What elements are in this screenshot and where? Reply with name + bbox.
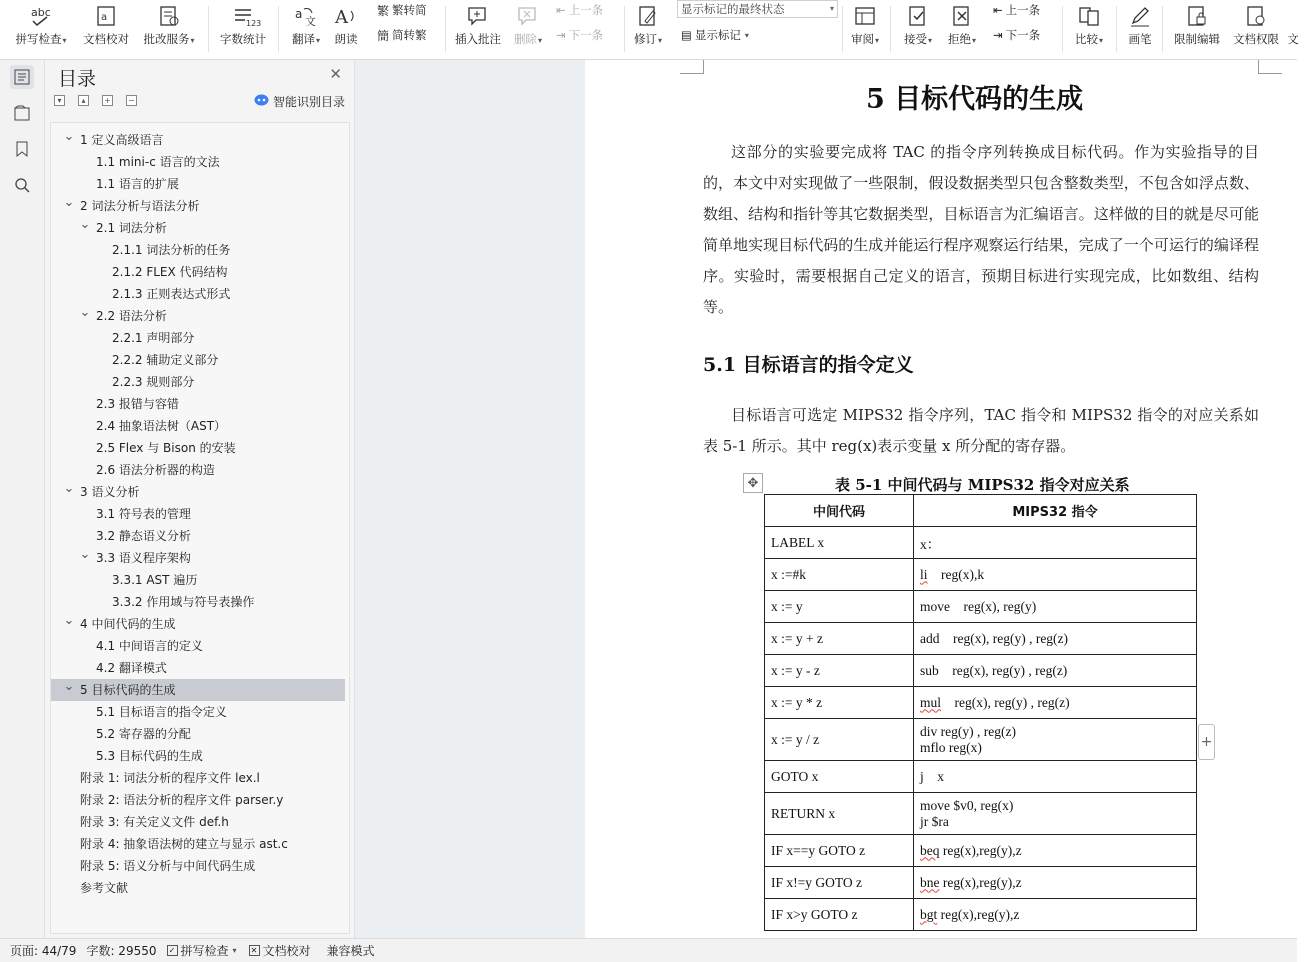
- mips-cell: div reg(y) , reg(z) mflo reg(x): [914, 719, 1197, 761]
- toc-item-label: 5 目标代码的生成: [80, 683, 176, 697]
- accept-icon: [906, 4, 930, 28]
- revision-service-button[interactable]: 批改服务▾: [139, 0, 199, 58]
- toc-item-label: 2.1 词法分析: [96, 221, 167, 235]
- table-row: [765, 793, 1197, 835]
- prev-icon: ⇤: [556, 3, 566, 17]
- mips-cell: move reg(x), reg(y): [914, 591, 1197, 623]
- doc-permission-button[interactable]: 文档权限: [1228, 0, 1284, 58]
- review-button[interactable]: 审阅▾: [846, 0, 884, 58]
- toc-item[interactable]: [51, 503, 345, 525]
- svg-text:A: A: [335, 7, 348, 28]
- toc-item-label: 附录 4: 抽象语法树的建立与显示 ast.c: [80, 837, 288, 851]
- table-header-row: [765, 495, 1197, 527]
- toc-item-label: 附录 2: 语法分析的程序文件 parser.y: [80, 793, 284, 807]
- status-spell-check[interactable]: ✓ 拼写检查 ▾: [167, 942, 237, 959]
- separator: [278, 6, 279, 52]
- toc-item-label: 2.2.3 规则部分: [112, 375, 195, 389]
- navigation-icon[interactable]: [10, 101, 34, 125]
- mips-cell: add reg(x), reg(y) , reg(z): [914, 623, 1197, 655]
- comment-icon: [466, 4, 490, 28]
- table-row: [765, 761, 1197, 793]
- next-change-button[interactable]: ⇥ 下一条: [993, 28, 1041, 42]
- toc-item[interactable]: [51, 547, 345, 569]
- svg-text:文: 文: [305, 15, 316, 28]
- section-heading: 5.1 目标语言的指令定义: [703, 354, 914, 376]
- translate-icon: [294, 4, 318, 28]
- toc-item-label: 3.1 符号表的管理: [96, 507, 191, 521]
- toc-item[interactable]: [51, 481, 345, 503]
- toc-item[interactable]: [51, 283, 345, 305]
- word-count-button[interactable]: 123 字数统计: [216, 0, 270, 58]
- separator: [208, 6, 209, 52]
- checkbox-icon: ✓: [167, 945, 178, 956]
- toc-item-label: 3.3.2 作用域与符号表操作: [112, 595, 255, 609]
- insert-comment-button[interactable]: 插入批注: [452, 0, 504, 58]
- next-icon: ⇥: [556, 28, 566, 42]
- mips-cell: bne reg(x),reg(y),z: [914, 867, 1197, 899]
- chevron-down-icon[interactable]: ⌄: [63, 613, 75, 628]
- search-icon[interactable]: [10, 173, 34, 197]
- body-paragraph: 目标语言可选定 MIPS32 指令序列，TAC 指令和 MIPS32 指令的对应关系如表 5-1 所示。其中 reg(x)表示变量 x 所分配的寄存器。: [703, 406, 1259, 455]
- tac-cell: IF x>y GOTO z: [765, 899, 914, 931]
- mips-cell: mul reg(x), reg(y) , reg(z): [914, 687, 1197, 719]
- toc-item-label: 2.2.1 声明部分: [112, 331, 195, 345]
- toc-item[interactable]: [51, 789, 345, 811]
- doc-proofread-button[interactable]: a 文档校对: [80, 0, 132, 58]
- toc-item-label: 2.2 语法分析: [96, 309, 167, 323]
- chevron-down-icon[interactable]: ⌄: [63, 481, 75, 496]
- chevron-down-icon[interactable]: ⌄: [63, 195, 75, 210]
- trad-simp-icon: 繁: [377, 3, 390, 18]
- compat-mode-label: 兼容模式: [326, 944, 375, 958]
- table-row: [765, 867, 1197, 899]
- toc-item[interactable]: [51, 393, 345, 415]
- toc-item[interactable]: [51, 195, 345, 217]
- ink-button[interactable]: 画笔: [1124, 0, 1156, 58]
- toc-item-label: 1 定义高级语言: [80, 133, 164, 147]
- toc-item[interactable]: [51, 701, 345, 723]
- toc-item-label: 4 中间代码的生成: [80, 617, 176, 631]
- toc-list: [50, 122, 350, 934]
- toc-item-label: 2.5 Flex 与 Bison 的安装: [96, 441, 236, 455]
- toc-item[interactable]: [51, 767, 345, 789]
- table-row: [765, 835, 1197, 867]
- word-count-indicator[interactable]: 字数: 29550: [86, 944, 157, 958]
- toc-item-label: 3.3.1 AST 遍历: [112, 573, 198, 587]
- toc-item[interactable]: [51, 811, 345, 833]
- toc-item-label: 3.2 静态语义分析: [96, 529, 191, 543]
- toc-item[interactable]: [51, 613, 345, 635]
- toc-item-label: 附录 3: 有关定义文件 def.h: [80, 815, 229, 829]
- toc-item[interactable]: [51, 657, 345, 679]
- toc-item[interactable]: [51, 723, 345, 745]
- side-icon-rail: [0, 60, 45, 938]
- toc-item-label: 4.2 翻译模式: [96, 661, 167, 675]
- collapse-all-icon[interactable]: ▴: [78, 95, 89, 106]
- reject-button[interactable]: 拒绝▾: [942, 0, 982, 58]
- toc-item-label: 5.2 寄存器的分配: [96, 727, 191, 741]
- toc-item[interactable]: [51, 239, 345, 261]
- mips-mapping-table: [764, 494, 1197, 931]
- toc-item-label: 2.3 报错与容错: [96, 397, 179, 411]
- toc-item[interactable]: [51, 591, 345, 613]
- column-header: 中间代码: [765, 495, 914, 527]
- toc-item[interactable]: [51, 679, 345, 701]
- tac-cell: x := y + z: [765, 623, 914, 655]
- close-icon[interactable]: ✕: [329, 65, 342, 83]
- toc-item-label: 2 词法分析与语法分析: [80, 199, 200, 213]
- table-row: [765, 623, 1197, 655]
- lock-document-icon: [1185, 4, 1209, 28]
- mips-cell: x：: [914, 527, 1197, 559]
- toc-item[interactable]: [51, 217, 345, 239]
- prev-change-icon: ⇤: [993, 3, 1003, 17]
- crop-mark: [680, 60, 704, 74]
- toc-item[interactable]: [51, 833, 345, 855]
- toc-panel-icon[interactable]: [10, 65, 34, 89]
- chevron-down-icon[interactable]: ⌄: [79, 217, 91, 232]
- word-count-icon: [231, 4, 262, 28]
- pen-icon: [1128, 4, 1152, 28]
- toc-item[interactable]: [51, 327, 345, 349]
- toc-item[interactable]: [51, 745, 345, 767]
- proofread-icon: [94, 4, 118, 28]
- chevron-down-icon[interactable]: ⌄: [63, 129, 75, 144]
- mips-cell: bgt reg(x),reg(y),z: [914, 899, 1197, 931]
- status-bar: [0, 938, 1297, 962]
- table-row: [765, 719, 1197, 761]
- smart-toc-button[interactable]: 智能识别目录: [254, 93, 345, 110]
- tac-cell: LABEL x: [765, 527, 914, 559]
- translate-button[interactable]: a 文 翻译▾: [286, 0, 326, 58]
- mips-cell: li reg(x),k: [914, 559, 1197, 591]
- toc-item[interactable]: [51, 877, 345, 899]
- simp-to-trad-button[interactable]: 簡 简转繁: [377, 28, 427, 43]
- next-change-icon: ⇥: [993, 28, 1003, 42]
- chapter-heading: 5 目标代码的生成: [866, 84, 1084, 115]
- markup-state-select[interactable]: 显示标记的最终状态 ▾: [677, 0, 838, 18]
- table-body: [765, 527, 1197, 931]
- table-row: [765, 527, 1197, 559]
- table-row: [765, 687, 1197, 719]
- separator: [890, 6, 891, 52]
- table-move-handle-icon[interactable]: ✥: [743, 473, 763, 493]
- next-comment-button[interactable]: ⇥ 下一条: [556, 28, 604, 42]
- toc-item-label: 参考文献: [80, 881, 129, 895]
- read-aloud-button[interactable]: A 朗读: [330, 0, 362, 58]
- permission-icon: [1244, 4, 1268, 28]
- tac-cell: x := y: [765, 591, 914, 623]
- toc-item[interactable]: [51, 437, 345, 459]
- column-header: MIPS32 指令: [914, 495, 1197, 527]
- toc-item-label: 5.1 目标语言的指令定义: [96, 705, 227, 719]
- separator: [624, 6, 625, 52]
- toc-item-label: 2.6 语法分析器的构造: [96, 463, 215, 477]
- add-heading-icon[interactable]: +: [102, 95, 113, 106]
- chevron-down-icon: ▾: [829, 4, 834, 13]
- separator: [1116, 6, 1117, 52]
- tac-cell: x := y / z: [765, 719, 914, 761]
- ribbon-toolbar: [0, 0, 1297, 60]
- toc-item-label: 附录 1: 词法分析的程序文件 lex.l: [80, 771, 260, 785]
- bookmark-icon[interactable]: [10, 137, 34, 161]
- toc-title: 目录: [58, 68, 97, 90]
- svg-text:a: a: [295, 7, 303, 21]
- toc-item-label: 2.1.3 正则表达式形式: [112, 287, 231, 301]
- toc-item-label: 1.1 mini-c 语言的文法: [96, 155, 220, 169]
- proofread-box-icon: ✕: [249, 945, 260, 956]
- mips-cell: j x: [914, 761, 1197, 793]
- simp-trad-icon: 簡: [377, 28, 390, 43]
- toc-panel: [45, 60, 355, 938]
- spell-check-icon: [29, 4, 53, 28]
- compare-button[interactable]: 比较▾: [1069, 0, 1109, 58]
- prev-comment-button[interactable]: ⇤ 上一条: [556, 3, 604, 17]
- trad-to-simp-button[interactable]: 繁 繁转简: [377, 3, 427, 18]
- show-markup-button[interactable]: ▤ 显示标记 ▾: [681, 28, 749, 42]
- more-button[interactable]: 文: [1287, 32, 1299, 46]
- chevron-down-icon[interactable]: ⌄: [79, 547, 91, 562]
- add-row-icon[interactable]: +: [1198, 724, 1215, 760]
- reject-icon: [950, 4, 974, 28]
- expand-all-icon[interactable]: ▾: [54, 95, 65, 106]
- page-gutter: [355, 60, 585, 938]
- separator: [1062, 6, 1063, 52]
- toc-item[interactable]: [51, 349, 345, 371]
- separator: [445, 6, 446, 52]
- track-changes-icon: [636, 4, 660, 28]
- toc-item[interactable]: [51, 855, 345, 877]
- toc-item[interactable]: [51, 371, 345, 393]
- toc-item[interactable]: [51, 261, 345, 283]
- mips-cell: move $v0, reg(x) jr $ra: [914, 793, 1197, 835]
- page-indicator[interactable]: 页面: 44/79: [10, 944, 77, 958]
- mips-cell: beq reg(x),reg(y),z: [914, 835, 1197, 867]
- accept-button[interactable]: 接受▾: [898, 0, 938, 58]
- chevron-down-icon[interactable]: ⌄: [63, 679, 75, 694]
- tac-cell: RETURN x: [765, 793, 914, 835]
- toc-item-label: 1.1 语言的扩展: [96, 177, 179, 191]
- body-paragraph: 这部分的实验要完成将 TAC 的指令序列转换成目标代码。作为实验指导的目的，本文中对实现做了一些限制，假设数据类型只包含整数类型，不包含如浮点数、数组、结构和指针等其它数据类型，目标语言为汇编语言。这样做的目的就是尽可能简单地实现目标代码的生成并能运行程序观察运行结果，完成了一个可运行的编译程序。实验时，需要根据自己定义的语言，预期目标进行实现完成，比如数组、结构等。: [703, 143, 1259, 316]
- table-row: [765, 591, 1197, 623]
- svg-text:a: a: [101, 12, 108, 23]
- restrict-edit-button[interactable]: 限制编辑: [1170, 0, 1224, 58]
- toc-item-label: 3.3 语义程序架构: [96, 551, 191, 565]
- delete-comment-icon: [516, 4, 540, 28]
- toc-item[interactable]: [51, 569, 345, 591]
- ai-icon: [254, 94, 269, 109]
- review-icon: [853, 4, 877, 28]
- toc-item[interactable]: [51, 635, 345, 657]
- table-row: [765, 899, 1197, 931]
- svg-text:123: 123: [246, 19, 262, 28]
- toc-item-label: 4.1 中间语言的定义: [96, 639, 203, 653]
- tac-cell: GOTO x: [765, 761, 914, 793]
- toc-item-label: 2.1.2 FLEX 代码结构: [112, 265, 228, 279]
- chevron-down-icon[interactable]: ⌄: [79, 305, 91, 320]
- toc-item-label: 2.2.2 辅助定义部分: [112, 353, 219, 367]
- remove-heading-icon[interactable]: −: [126, 95, 137, 106]
- tac-cell: IF x==y GOTO z: [765, 835, 914, 867]
- read-aloud-icon: [334, 4, 358, 28]
- separator: [842, 6, 843, 52]
- tac-cell: IF x!=y GOTO z: [765, 867, 914, 899]
- delete-comment-button[interactable]: 删除▾: [510, 0, 546, 58]
- toc-item-label: 附录 5: 语义分析与中间代码生成: [80, 859, 256, 873]
- spell-check-button[interactable]: abc 拼写检查▾: [15, 6, 67, 46]
- toc-item[interactable]: [51, 525, 345, 547]
- toc-item[interactable]: [51, 305, 345, 327]
- toc-item[interactable]: [51, 129, 345, 151]
- track-changes-button[interactable]: 修订▾: [630, 0, 666, 58]
- toc-item[interactable]: [51, 151, 345, 173]
- status-doc-proofread[interactable]: ✕ 文档校对: [249, 942, 311, 959]
- table-row: [765, 655, 1197, 687]
- tac-cell: x :=#k: [765, 559, 914, 591]
- toc-item[interactable]: [51, 459, 345, 481]
- tac-cell: x := y * z: [765, 687, 914, 719]
- crop-mark: [1258, 60, 1282, 74]
- toc-item[interactable]: [51, 415, 345, 437]
- toc-item-label: 2.1.1 词法分析的任务: [112, 243, 231, 257]
- prev-change-button[interactable]: ⇤ 上一条: [993, 3, 1041, 17]
- show-markup-icon: ▤: [681, 28, 692, 42]
- toc-item-label: 5.3 目标代码的生成: [96, 749, 203, 763]
- table-row: [765, 559, 1197, 591]
- tac-cell: x := y - z: [765, 655, 914, 687]
- compare-icon: [1077, 4, 1101, 28]
- mips-cell: sub reg(x), reg(y) , reg(z): [914, 655, 1197, 687]
- separator: [1162, 6, 1163, 52]
- svg-text:abc: abc: [31, 6, 51, 19]
- table-caption: 表 5-1 中间代码与 MIPS32 指令对应关系: [835, 476, 1130, 494]
- toc-item[interactable]: [51, 173, 345, 195]
- toc-item-label: 3 语义分析: [80, 485, 140, 499]
- toc-item-label: 2.4 抽象语法树（AST）: [96, 419, 227, 433]
- revision-icon: [157, 4, 181, 28]
